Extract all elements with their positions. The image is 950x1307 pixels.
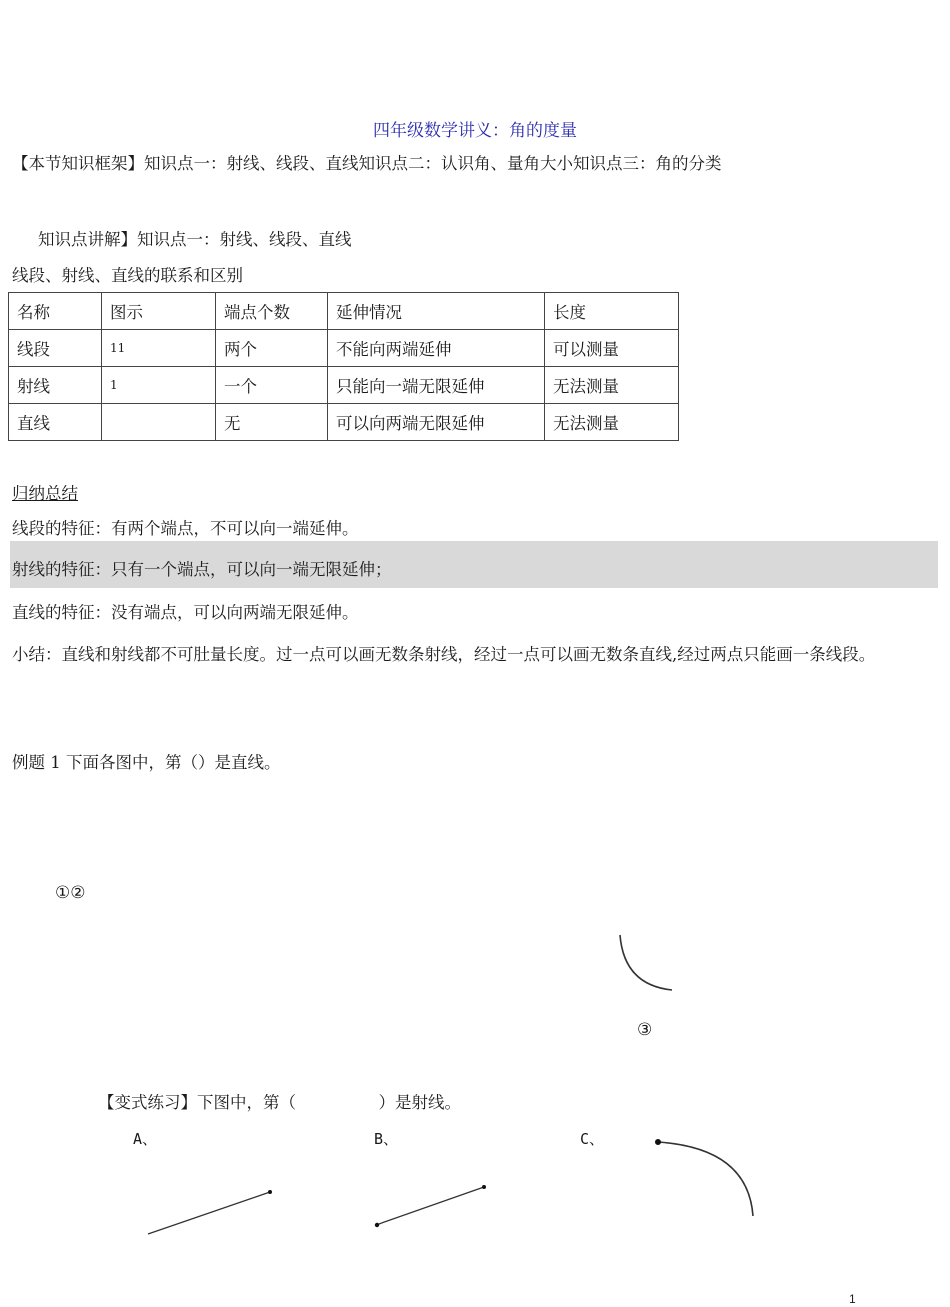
table-cell: 无 (216, 404, 328, 441)
option-b-label: B、 (374, 1130, 399, 1148)
option-a-endpoint (268, 1190, 272, 1194)
header-cell: 名称 (9, 293, 102, 330)
header-cell: 长度 (545, 293, 679, 330)
option-b-endpoint-left (375, 1223, 379, 1227)
option-a-figure (148, 1192, 270, 1234)
table-cell: 两个 (216, 330, 328, 367)
header-cell: 延伸情况 (328, 293, 545, 330)
segment-feature: 线段的特征：有两个端点，不可以向一端延伸。 (12, 519, 359, 538)
option-b-figure (376, 1187, 484, 1225)
table-cell: 可以向两端无限延伸 (328, 404, 545, 441)
option-a-label: A、 (133, 1130, 158, 1148)
option-c-figure (658, 1142, 753, 1216)
page-number: 1 (849, 1292, 856, 1306)
table-cell: 可以测量 (545, 330, 679, 367)
summary-heading: 归纳总结 (12, 484, 78, 503)
page-title: 四年级数学讲义：角的度量 (373, 121, 577, 141)
header-cell: 端点个数 (216, 293, 328, 330)
table-cell: 只能向一端无限延伸 (328, 367, 545, 404)
summary-note: 小结：直线和射线都不可肚量长度。过一点可以画无数条射线，经过一点可以画无数条直线,经过两点只能画一条线段。 (12, 645, 876, 664)
explain-heading: 知识点讲解】知识点一：射线、线段、直线 (38, 230, 352, 249)
header-cell: 图示 (102, 293, 216, 330)
table-caption: 线段、射线、直线的联系和区别 (12, 266, 243, 285)
table-cell: 一个 (216, 367, 328, 404)
knowledge-framework: 【本节知识框架】知识点一：射线、线段、直线知识点二：认识角、量角大小知识点三：角的分类 (12, 154, 722, 173)
line-feature: 直线的特征：没有端点，可以向两端无限延伸。 (12, 603, 359, 622)
table-cell: 射线 (9, 367, 102, 404)
example-question: 例题 1 下面各图中，第（）是直线。 (12, 753, 281, 772)
table-cell: 无法测量 (545, 404, 679, 441)
curve-figure-3 (620, 935, 672, 990)
table-cell: 线段 (9, 330, 102, 367)
figure-mark-3: ③ (637, 1020, 653, 1036)
figure-marks-1-2: ①② (55, 883, 86, 903)
ray-feature: 射线的特征：只有一个端点，可以向一端无限延伸； (12, 560, 392, 579)
table-cell: 直线 (9, 404, 102, 441)
option-c-label: C、 (580, 1130, 605, 1148)
practice-question: 【变式练习】下图中，第（ ）是射线。 (98, 1093, 461, 1112)
table-cell: 11 (102, 330, 216, 367)
option-b-endpoint-right (482, 1185, 486, 1189)
table-cell: 无法测量 (545, 367, 679, 404)
table-cell: 不能向两端延伸 (328, 330, 545, 367)
option-c-endpoint (655, 1139, 661, 1145)
table-cell: 1 (102, 367, 216, 404)
